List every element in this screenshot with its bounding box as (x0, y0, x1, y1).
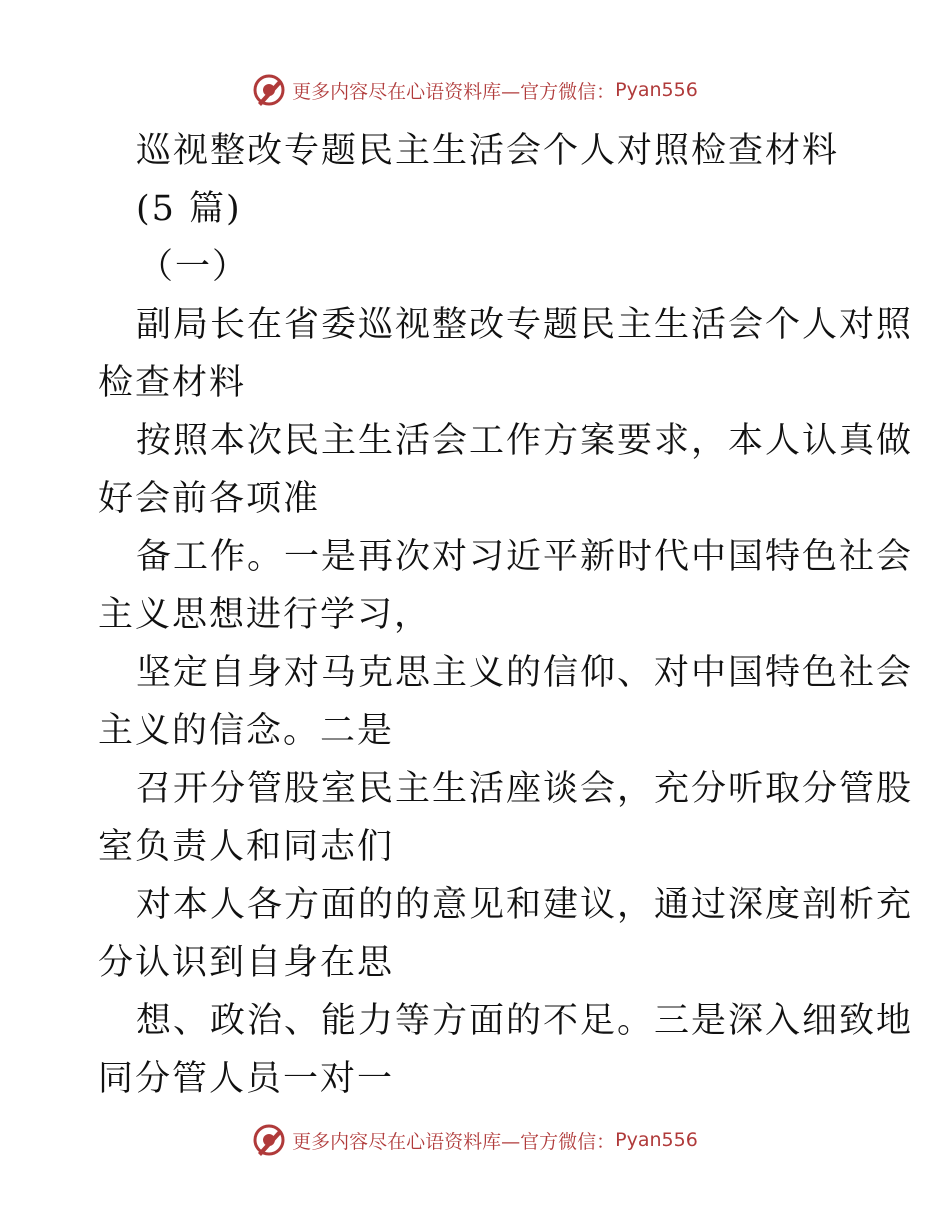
watermark-banner-top (0, 70, 950, 110)
watermark-wechat-id: Pyan556 (615, 79, 698, 101)
text-line: 检查材料 (98, 363, 247, 403)
text-line: 主义思想进行学习， (98, 595, 432, 635)
text-line: 想、政治、能力等方面的不足。三是深入细致地 (136, 1001, 914, 1041)
text-line: 召开分管股室民主生活座谈会，充分听取分管股 (136, 769, 914, 809)
pen-logo-icon (252, 1123, 286, 1157)
text-line: 主义的信念。二是 (98, 711, 395, 751)
text-line: 坚定自身对马克思主义的信仰、对中国特色社会 (136, 653, 914, 693)
watermark-text: 更多内容尽在心语资料库—官方微信： (292, 1130, 616, 1153)
section-heading: （一） (138, 247, 250, 287)
text-line: 分认识到自身在思 (98, 943, 395, 983)
text-line: 对本人各方面的的意见和建议，通过深度剖析充 (136, 885, 914, 925)
paragraph-lines (98, 296, 914, 1108)
document-body (98, 122, 914, 1108)
text-line: 备工作。一是再次对习近平新时代中国特色社会 (136, 537, 914, 577)
text-line: 室负责人和同志们 (98, 827, 395, 867)
watermark-text: 更多内容尽在心语资料库—官方微信： (292, 80, 616, 103)
watermark-wechat-id: Pyan556 (615, 1129, 698, 1151)
text-line: 同分管人员一对一 (98, 1059, 395, 1099)
pen-logo-icon (252, 73, 286, 107)
text-line: 好会前各项准 (98, 479, 321, 519)
document-title-count: (5 篇) (136, 189, 242, 229)
document-title: 巡视整改专题民主生活会个人对照检查材料 (136, 131, 840, 171)
watermark-banner-bottom (0, 1120, 950, 1160)
text-line: 按照本次民主生活会工作方案要求，本人认真做 (136, 421, 914, 461)
text-line: 副局长在省委巡视整改专题民主生活会个人对照 (136, 305, 914, 345)
